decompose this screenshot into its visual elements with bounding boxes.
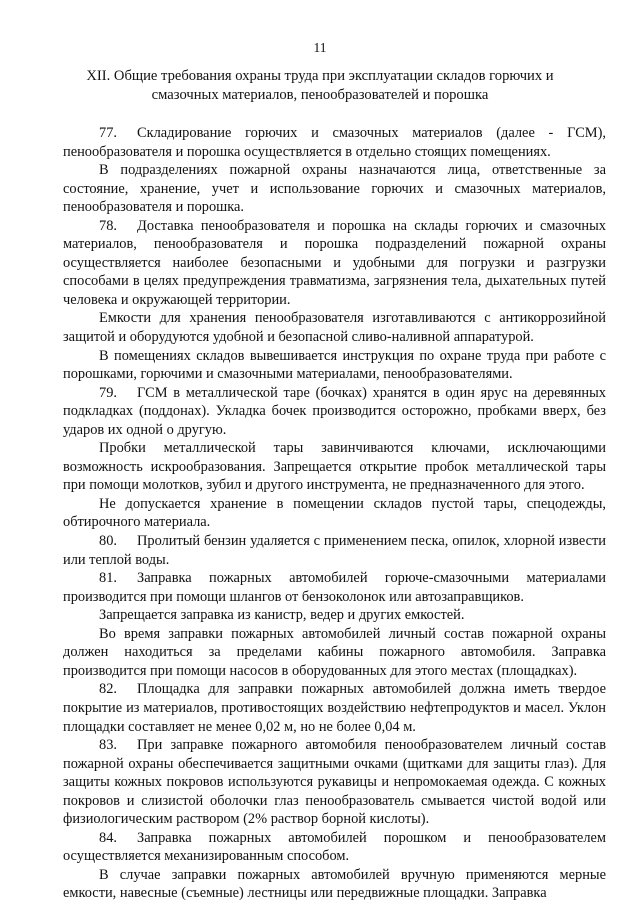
paragraph-text: При заправке пожарного автомобиля пенообразователем личный состав пожарной охраны обеспечивается защитными очками (щитками для защиты глаз). Для защиты кожных покровов используются рукавицы и непромокаемая одежда. С кожных покровов и слизистой оболочки глаз пенообразователь смывается чистой водой или физиологическим раствором (2% раствор борной кислоты).	[63, 737, 606, 828]
paragraph	[63, 217, 606, 310]
paragraph-number: 77.	[99, 125, 117, 141]
paragraph-text: Во время заправки пожарных автомобилей личный состав пожарной охраны должен находиться за пределами кабины пожарного автомобиля. Заправка производится при помощи насосов в оборудованных для этого местах (площадках).	[63, 625, 606, 679]
paragraph	[63, 439, 606, 495]
section-heading-line-1: XII. Общие требования охраны труда при эксплуатации складов горючих и	[86, 68, 554, 84]
paragraph-number: 82.	[99, 681, 117, 698]
paragraph-text: Запрещается заправка из канистр, ведер и других емкостей.	[99, 607, 465, 624]
paragraph-text: Не допускается хранение в помещении складов пустой тары, спецодежды, обтирочного материала.	[63, 495, 606, 531]
section-heading-line-2: смазочных материалов, пенообразователей и порошка	[151, 87, 489, 103]
paragraph-text: Пролитый бензин удаляется с применением песка, опилок, хлорной извести или теплой воды.	[63, 533, 606, 568]
paragraph	[63, 384, 606, 440]
paragraph	[63, 161, 606, 217]
paragraph-text: В подразделениях пожарной охраны назначаются лица, ответственные за состояние, хранение, учет и использование горючих и смазочных материалов, пенообразователя и порошка.	[63, 162, 606, 216]
paragraph-text: Доставка пенообразователя и порошка на склады горючих и смазочных материалов, пенообразователя и порошка подразделений пожарной охраны осуществляется наиболее безопасными и удобными для погрузки и разгрузки способами в целях предупреждения травматизма, загрязнения тела, дыхательных путей человека и окружающей территории.	[63, 217, 606, 308]
paragraph	[63, 532, 606, 569]
paragraph	[63, 309, 606, 346]
paragraph-text: Заправка пожарных автомобилей порошком и пенообразователем осуществляется механизированным способом.	[63, 829, 606, 865]
body-text	[63, 124, 606, 903]
paragraph	[63, 124, 606, 161]
paragraph-number: 80.	[99, 533, 117, 550]
paragraph-number: 84.	[99, 829, 117, 846]
paragraph-number: 81.	[99, 570, 117, 587]
paragraph-number: 83.	[99, 737, 117, 754]
paragraph-text: В случае заправки пожарных автомобилей вручную применяются мерные емкости, навесные (съемные) лестницы или передвижные площадки. Заправка	[63, 866, 606, 902]
paragraph	[63, 866, 606, 903]
paragraph	[63, 829, 606, 866]
paragraph-text: Пробки металлической тары завинчиваются ключами, исключающими возможность искрообразования. Запрещается открытие пробок металлической тары при помощи молотков, зубил и другого инструмента, не предназначенного для этого.	[63, 440, 606, 494]
section-heading	[75, 67, 565, 105]
paragraph	[63, 606, 606, 625]
paragraph-number: 78.	[99, 217, 117, 234]
paragraph	[63, 625, 606, 681]
paragraph	[63, 736, 606, 829]
paragraph-text: В помещениях складов вывешивается инструкция по охране труда при работе с порошками, горючими и смазочными материалами, пенообразователями.	[63, 347, 606, 383]
paragraph-text: ГСМ в металлической таре (бочках) хранятся в один ярус на деревянных подкладках (поддонах). Укладка бочек производится осторожно, пробками вверх, без ударов их одной о другую.	[63, 384, 606, 438]
paragraph	[63, 680, 606, 736]
paragraph	[63, 347, 606, 384]
paragraph-text: Площадка для заправки пожарных автомобилей должна иметь твердое покрытие из материалов, противостоящих воздействию нефтепродуктов и масел. Уклон площадки составляет не менее 0,02 м, но не более 0,04 м.	[63, 681, 606, 735]
paragraph-text: Складирование горючих и смазочных материалов (далее - ГСМ), пенообразователя и порошка осуществляется в отдельно стоящих помещениях.	[63, 125, 606, 160]
paragraph	[63, 495, 606, 532]
paragraph-text: Заправка пожарных автомобилей горюче-смазочными материалами производится при помощи шлангов от бензоколонок или автозаправщиков.	[63, 570, 606, 605]
page-number: 11	[313, 40, 327, 55]
paragraph-text: Емкости для хранения пенообразователя изготавливаются с антикоррозийной защитой и оборудуются удобной и безопасной сливо-наливной аппаратурой.	[63, 310, 606, 346]
paragraph-number: 79.	[99, 384, 117, 401]
paragraph	[63, 569, 606, 606]
